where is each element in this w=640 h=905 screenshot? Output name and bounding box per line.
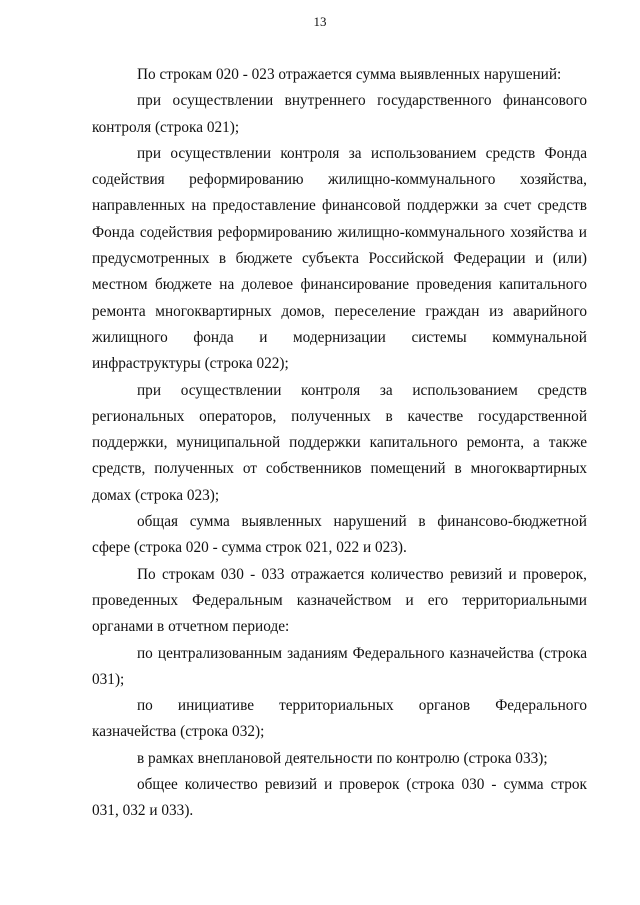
paragraph-row-020: общая сумма выявленных нарушений в финансово-бюджетной сфере (строка 020 - сумма строк 021, 022 и 023).	[92, 513, 587, 557]
paragraph-row-031: по централизованным заданиям Федерального казначейства (строка 031);	[92, 644, 587, 688]
paragraph-row-021: при осуществлении внутреннего государственного финансового контроля (строка 021);	[92, 92, 587, 136]
paragraph-row-023: при осуществлении контроля за использованием средств региональных операторов, полученных в качестве государственной поддержки, муниципальной поддержки капитального ремонта, а также средств, полученных от собственников помещений в многоквартирных домах (строка 023);	[92, 381, 587, 504]
paragraph-row-033: в рамках внеплановой деятельности по контролю (строка 033);	[137, 749, 548, 767]
paragraph-row-030: общее количество ревизий и проверок (строка 030 - сумма строк 031, 032 и 033).	[92, 776, 587, 820]
page-number: 13	[313, 14, 327, 29]
paragraph-rows-030-033-intro: По строкам 030 - 033 отражается количество ревизий и проверок, проведенных Федеральным казначейством и его территориальными органами в отчетном периоде:	[92, 565, 587, 636]
paragraph-rows-020-023-intro: По строкам 020 - 023 отражается сумма выявленных нарушений:	[137, 66, 562, 83]
paragraph-row-032: по инициативе территориальных органов Федерального казначейства (строка 032);	[92, 697, 587, 741]
document-body	[92, 62, 587, 825]
paragraph-row-022: при осуществлении контроля за использованием средств Фонда содействия реформированию жилищно-коммунального хозяйства, направленных на предоставление финансовой поддержки за счет средств Фонда содействия реформированию жилищно-коммунального хозяйства и предусмотренных в бюджете субъекта Российской Федерации и (или) местном бюджете на долевое финансирование проведения капитального ремонта многоквартирных домов, переселение граждан из аварийного жилищного фонда и модернизации системы коммунальной инфраструктуры (строка 022);	[92, 144, 587, 373]
